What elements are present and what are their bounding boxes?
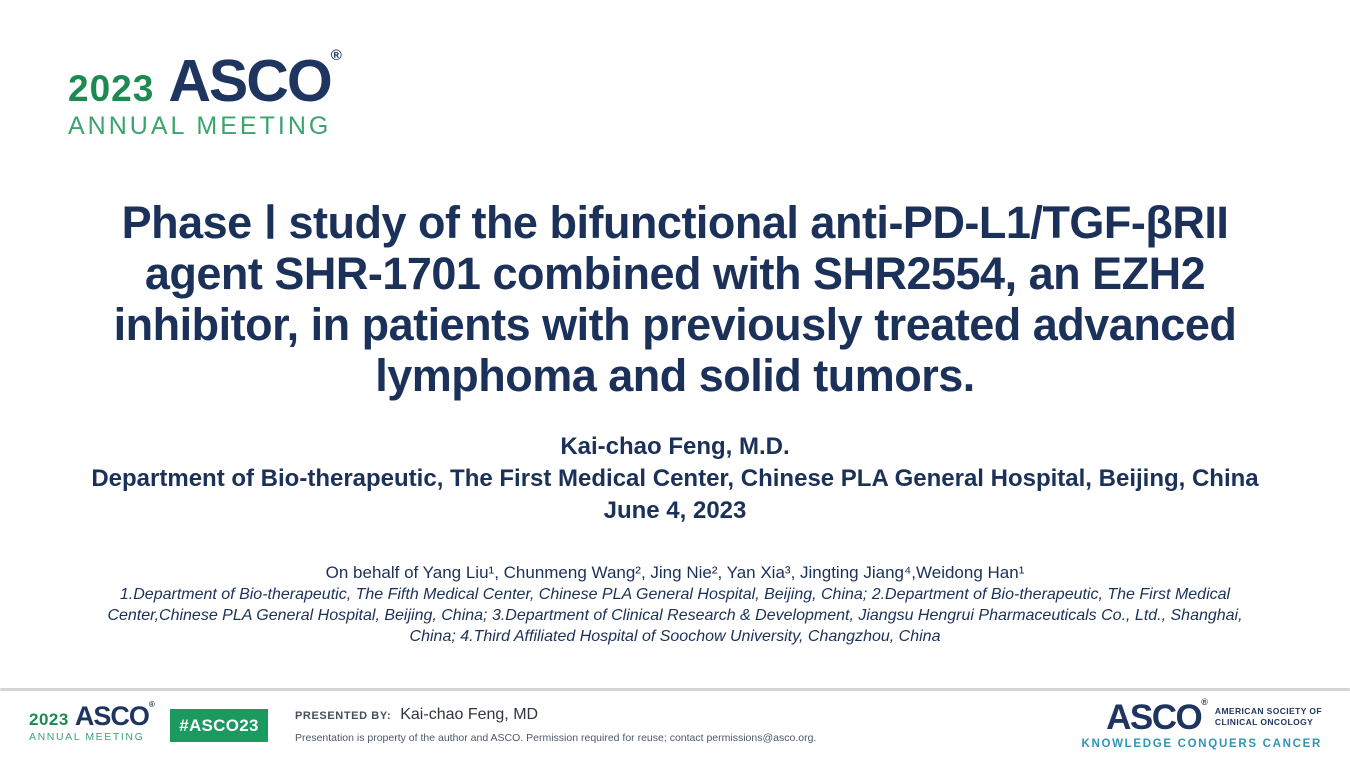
presentation-date: June 4, 2023 <box>603 497 747 524</box>
logo-top-row <box>29 700 155 731</box>
presented-by-block <box>295 706 816 744</box>
logo-year: 2023 <box>68 68 155 109</box>
title-line-4: lymphoma and solid tumors. <box>375 350 975 401</box>
asco-society-logo <box>1081 697 1322 751</box>
logo-brand <box>168 47 342 114</box>
asco-annual-meeting-logo <box>68 47 342 141</box>
presenter-affiliation: Department of Bio-therapeutic, The First Medical Center, Chinese PLA General Hospital, Beijing, China <box>91 465 1259 492</box>
copyright-disclaimer: Presentation is property of the author and ASCO. Permission required for reuse; contact permissions@asco.org. <box>295 732 817 744</box>
title-line-1: Phase Ⅰ study of the bifunctional anti-PD-L1/TGF-βRII <box>121 197 1229 248</box>
presented-by-label: PRESENTED BY: <box>295 710 392 722</box>
affiliations-line-1: 1.Department of Bio-therapeutic, The Fifth Medical Center, Chinese PLA General Hospital, Beijing, China; 2.Department of Bio-therapeutic, The First Medical <box>119 586 1231 603</box>
logo-subtitle: ANNUAL MEETING <box>29 731 145 743</box>
title-line-2: agent SHR-1701 combined with SHR2554, an EZH2 <box>144 248 1206 299</box>
presented-by-name: Kai-chao Feng, MD <box>400 706 539 723</box>
title-line-3: inhibitor, in patients with previously treated advanced <box>113 299 1237 350</box>
society-org-name <box>1215 706 1322 728</box>
society-org-line-1: AMERICAN SOCIETY OF <box>1214 706 1322 716</box>
society-tagline: KNOWLEDGE CONQUERS CANCER <box>1081 738 1322 751</box>
presenter-block <box>0 431 1350 527</box>
authors-block <box>0 562 1350 647</box>
footer-divider <box>0 688 1350 691</box>
registered-mark-icon: ® <box>1201 697 1208 707</box>
hashtag-badge: #ASCO23 <box>170 709 268 742</box>
asco-annual-meeting-logo-small <box>29 700 155 743</box>
affiliations-line-2: Center,Chinese PLA General Hospital, Beijing, China; 3.Department of Clinical Research & Development, Jiangsu Hengrui Pharmaceuticals Co., Ltd., Shanghai, <box>107 607 1243 624</box>
presented-by-row <box>295 706 816 724</box>
logo-top-row <box>68 47 342 114</box>
society-logo-top <box>1081 697 1322 737</box>
registered-mark-icon: ® <box>148 700 155 709</box>
society-brand-text: ASCO <box>1106 698 1202 737</box>
logo-brand <box>74 700 155 731</box>
affiliations-line-3: China; 4.Third Affiliated Hospital of Soochow University, Changzhou, China <box>409 628 941 645</box>
society-brand <box>1106 697 1208 737</box>
presenter-name: Kai-chao Feng, M.D. <box>560 433 790 460</box>
slide-title <box>0 197 1350 401</box>
society-org-line-2: CLINICAL ONCOLOGY <box>1214 717 1314 728</box>
coauthors-line: On behalf of Yang Liu¹, Chunmeng Wang², Jing Nie², Yan Xia³, Jingting Jiang⁴,Weidong Han¹ <box>325 563 1025 582</box>
logo-year: 2023 <box>29 710 69 729</box>
logo-brand-text: ASCO <box>74 701 149 731</box>
logo-subtitle: ANNUAL MEETING <box>68 112 332 140</box>
logo-brand-text: ASCO <box>168 48 331 114</box>
registered-mark-icon: ® <box>330 47 342 64</box>
